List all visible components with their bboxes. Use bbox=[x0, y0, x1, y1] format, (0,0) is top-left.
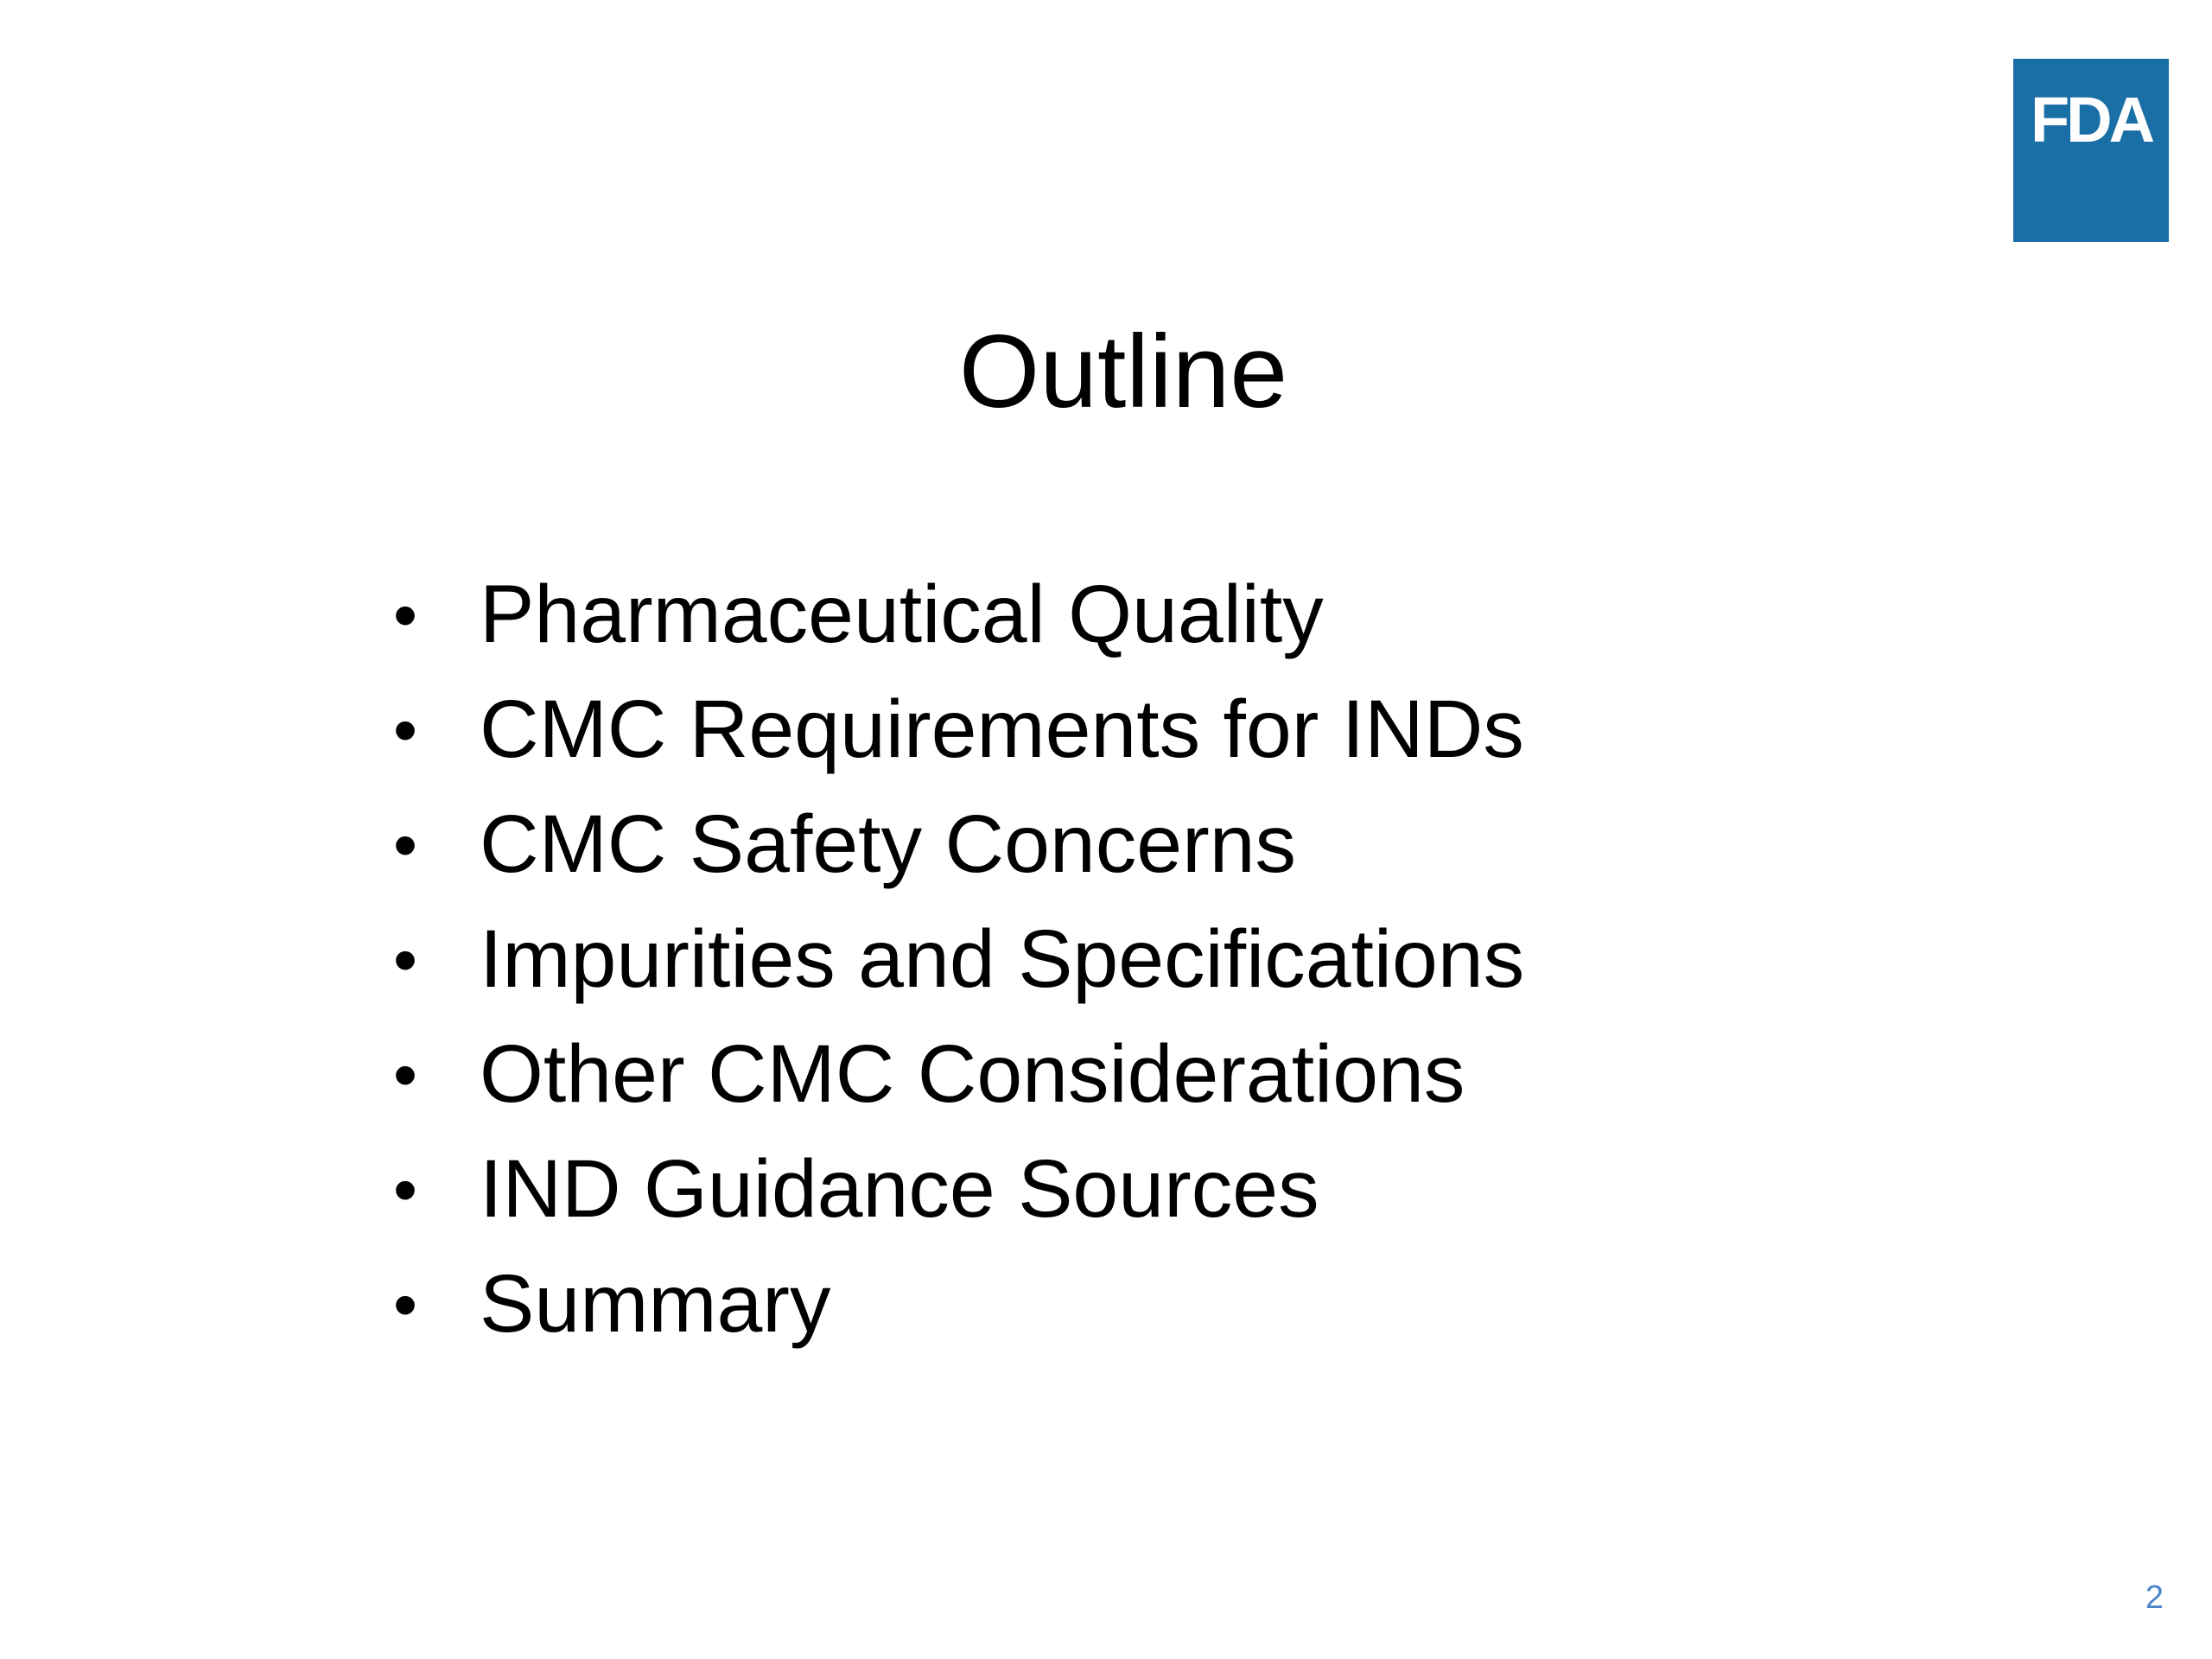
list-item-text: IND Guidance Sources bbox=[480, 1143, 1319, 1235]
bullet-icon: • bbox=[393, 921, 418, 998]
bullet-icon: • bbox=[393, 1036, 418, 1113]
list-item-text: Other CMC Considerations bbox=[480, 1028, 1465, 1120]
fda-logo-text: FDA bbox=[2030, 84, 2152, 156]
slide-title: Outline bbox=[958, 314, 1288, 429]
list-item-text: CMC Requirements for INDs bbox=[480, 683, 1524, 775]
bullet-icon: • bbox=[393, 576, 418, 653]
list-item-text: Summary bbox=[480, 1258, 831, 1350]
list-item-text: Pharmaceutical Quality bbox=[480, 569, 1324, 660]
bullet-icon: • bbox=[393, 806, 418, 883]
bullet-icon: • bbox=[393, 691, 418, 768]
list-item-text: Impurities and Specifications bbox=[480, 913, 1525, 1005]
list-item-text: CMC Safety Concerns bbox=[480, 798, 1297, 890]
page-number: 2 bbox=[2145, 1580, 2164, 1616]
bullet-icon: • bbox=[393, 1266, 418, 1343]
bullet-icon: • bbox=[393, 1151, 418, 1228]
fda-logo bbox=[2013, 59, 2169, 242]
